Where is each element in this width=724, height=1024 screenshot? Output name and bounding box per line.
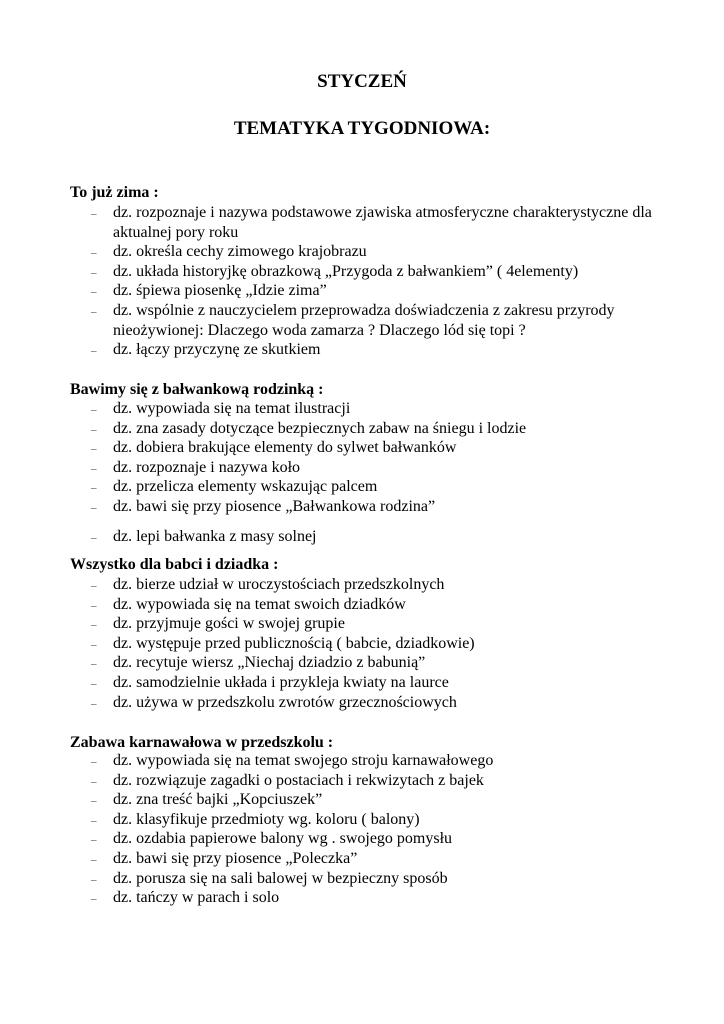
section-list-to-juz-zima	[70, 203, 690, 360]
list-item-text: dz. łączy przyczynę ze skutkiem	[113, 341, 321, 359]
list-item	[70, 693, 690, 713]
list-item-text: dz. rozpoznaje i nazywa koło	[113, 458, 301, 476]
list-item	[70, 810, 690, 830]
dash-bullet-icon: –	[91, 423, 97, 436]
list-item	[70, 653, 690, 673]
list-item-text: dz. zna zasady dotyczące bezpiecznych zabaw na śniegu i lodzie	[113, 419, 527, 437]
dash-bullet-icon: –	[91, 638, 97, 651]
list-item	[70, 869, 690, 889]
dash-bullet-icon: –	[91, 834, 97, 847]
dash-bullet-icon: –	[91, 795, 97, 808]
list-item-text: dz. samodzielnie układa i przykleja kwiaty na laurce	[113, 673, 449, 691]
dash-bullet-icon: –	[91, 208, 97, 220]
dash-bullet-icon: –	[91, 501, 97, 514]
list-item	[70, 829, 690, 849]
list-item	[70, 399, 690, 419]
list-item-text: dz. wypowiada się na temat ilustracji	[113, 400, 351, 417]
list-item-text: dz. przelicza elementy wskazując palcem	[113, 478, 378, 496]
section-heading-babci-i-dziadka: Wszystko dla babci i dziadka :	[70, 556, 279, 573]
dash-bullet-icon: –	[91, 775, 97, 788]
list-item	[70, 771, 690, 791]
list-item	[70, 888, 690, 908]
list-item-text: dz. bierze udział w uroczystościach przedszkolnych	[113, 576, 445, 593]
dash-bullet-icon: –	[91, 853, 97, 866]
list-item	[70, 614, 690, 634]
list-item	[70, 849, 690, 869]
list-item-text: dz. układa historyjkę obrazkową „Przygoda z bałwankiem” ( 4elementy)	[113, 262, 579, 280]
list-item-text: dz. ozdabia papierowe balony wg . swojego pomysłu	[113, 830, 453, 848]
list-item-text: dz. wypowiada się na temat swoich dziadków	[113, 595, 406, 613]
list-item-text: dz. recytuje wiersz „Niechaj dziadzio z babunią”	[113, 654, 426, 672]
dash-bullet-icon: –	[91, 756, 97, 768]
dash-bullet-icon: –	[91, 305, 97, 318]
dash-bullet-icon: –	[91, 677, 97, 690]
list-item	[70, 575, 690, 595]
list-item-text: dz. porusza się na sali balowej w bezpieczny sposób	[113, 869, 448, 887]
section-list-balwankowa-rodzinka	[70, 399, 690, 546]
section-list-babci-i-dziadka	[70, 575, 690, 712]
list-item-text: dz. rozwiązuje zagadki o postaciach i rekwizytach z bajek	[113, 771, 484, 789]
dash-bullet-icon: –	[91, 531, 97, 544]
list-item	[70, 497, 690, 517]
list-item-text: dz. zna treść bajki „Kopciuszek”	[113, 791, 323, 809]
list-item	[70, 438, 690, 458]
section-list-zabawa-karnawalowa	[70, 751, 690, 908]
list-item-text: dz. bawi się przy piosence „Poleczka”	[113, 849, 358, 867]
list-item	[70, 477, 690, 497]
dash-bullet-icon: –	[91, 443, 97, 456]
list-item-text: dz. wypowiada się na temat swojego stroju karnawałowego	[113, 752, 494, 769]
list-item	[70, 458, 690, 478]
list-item-text: dz. określa cechy zimowego krajobrazu	[113, 243, 367, 261]
dash-bullet-icon: –	[91, 404, 97, 416]
dash-bullet-icon: –	[91, 286, 97, 299]
section-heading-to-juz-zima: To już zima :	[70, 184, 159, 201]
list-item-text: dz. używa w przedszkolu zwrotów grzecznościowych	[113, 693, 457, 711]
dash-bullet-icon: –	[91, 814, 97, 827]
dash-bullet-icon: –	[91, 247, 97, 260]
list-item	[70, 203, 690, 242]
section-heading-zabawa-karnawalowa: Zabawa karnawałowa w przedszkolu :	[70, 734, 334, 751]
list-item	[70, 340, 690, 360]
list-item	[70, 751, 690, 771]
section-heading-balwankowa-rodzinka: Bawimy się z bałwankową rodzinką :	[70, 381, 324, 398]
list-item	[70, 281, 690, 301]
list-item-text: dz. rozpoznaje i nazywa podstawowe zjawiska atmosferyczne charakterystyczne dla aktualnej pory roku	[113, 204, 652, 241]
dash-bullet-icon: –	[91, 462, 97, 475]
list-item-text: dz. śpiewa piosenkę „Idzie zima”	[113, 282, 327, 300]
list-item-text: dz. lepi bałwanka z masy solnej	[113, 527, 317, 545]
list-item-text: dz. dobiera brakujące elementy do sylwet bałwanków	[113, 439, 457, 457]
list-item-text: dz. klasyfikuje przedmioty wg. koloru ( balony)	[113, 810, 420, 828]
list-item	[70, 301, 690, 340]
page-title: STYCZEŃ	[317, 71, 407, 92]
list-item	[70, 242, 690, 262]
list-item-text: dz. tańczy w parach i solo	[113, 889, 280, 907]
dash-bullet-icon: –	[91, 893, 97, 906]
list-item	[70, 527, 690, 547]
list-item-text: dz. przyjmuje gości w swojej grupie	[113, 615, 345, 633]
list-item-text: dz. wspólnie z nauczycielem przeprowadza doświadczenia z zakresu przyrody nieożywionej: Dlaczego woda zamarza ? Dlaczego lód się topi ?	[113, 301, 615, 339]
list-item	[70, 634, 690, 654]
dash-bullet-icon: –	[91, 266, 97, 279]
list-item	[70, 790, 690, 810]
dash-bullet-icon: –	[91, 599, 97, 612]
page-subtitle: TEMATYKA TYGODNIOWA:	[233, 118, 491, 139]
list-item-text: dz. występuje przed publicznością ( babcie, dziadkowie)	[113, 634, 475, 652]
dash-bullet-icon: –	[91, 873, 97, 886]
list-item	[70, 262, 690, 282]
list-item	[70, 595, 690, 615]
dash-bullet-icon: –	[91, 482, 97, 495]
dash-bullet-icon: –	[91, 345, 97, 358]
dash-bullet-icon: –	[91, 697, 97, 710]
dash-bullet-icon: –	[91, 619, 97, 632]
list-item-text: dz. bawi się przy piosence „Bałwankowa rodzina”	[113, 497, 436, 515]
list-item	[70, 419, 690, 439]
dash-bullet-icon: –	[91, 658, 97, 671]
dash-bullet-icon: –	[91, 580, 97, 592]
list-item	[70, 673, 690, 693]
